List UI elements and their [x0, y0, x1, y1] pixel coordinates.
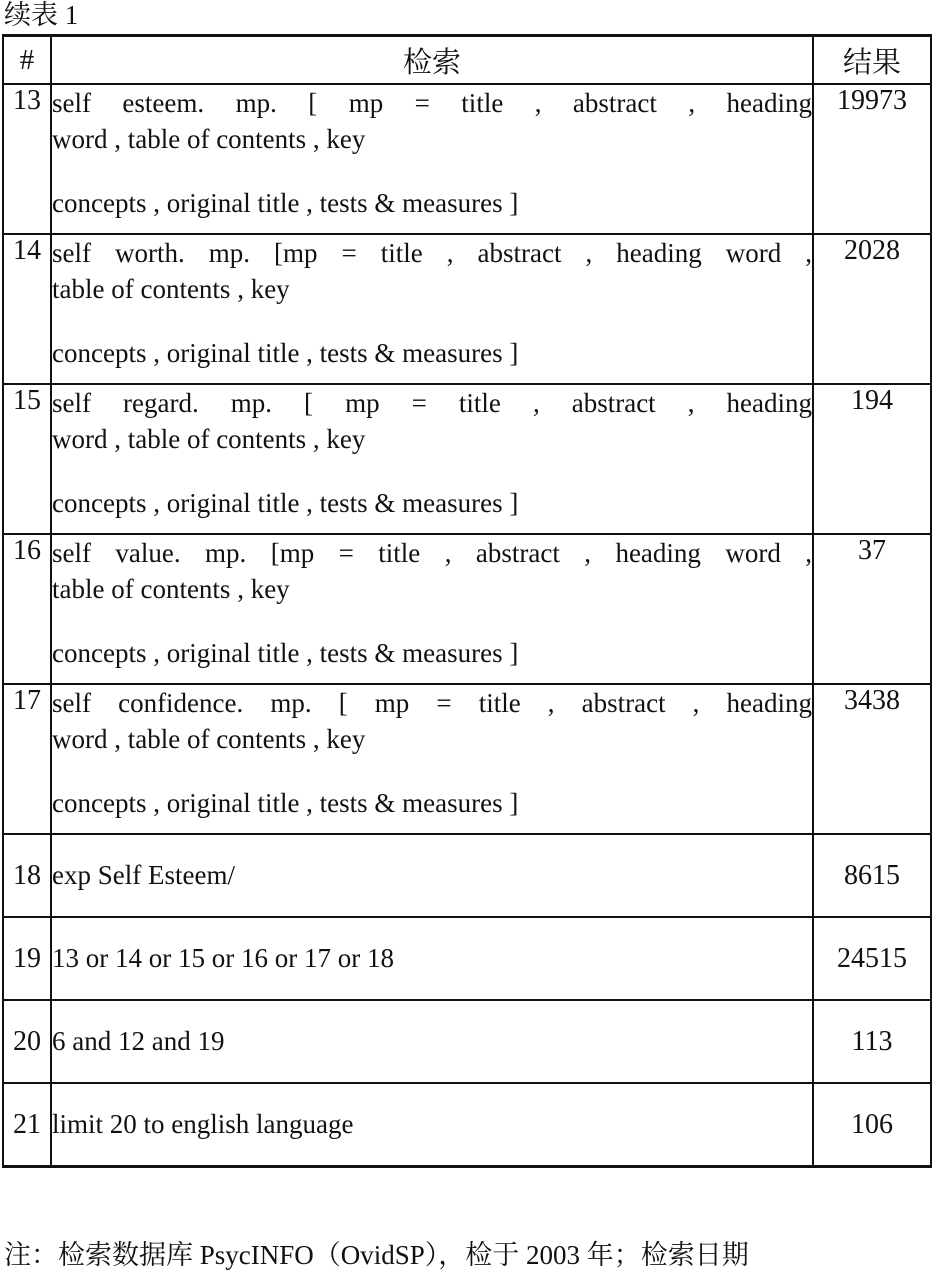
query-line: self regard. mp. [ mp = title , abstract , heading	[52, 388, 812, 418]
header-number: #	[3, 36, 51, 85]
row-result: 113	[813, 1000, 931, 1083]
row-query	[51, 684, 813, 834]
query-line: word , table of contents , key	[52, 424, 366, 454]
row-query: exp Self Esteem/	[51, 834, 813, 917]
query-line: self confidence. mp. [ mp = title , abstract , heading	[52, 688, 812, 718]
row-number: 19	[3, 917, 51, 1000]
row-result: 37	[813, 534, 931, 684]
row-result: 2028	[813, 234, 931, 384]
row-number: 16	[3, 534, 51, 684]
row-number: 21	[3, 1083, 51, 1167]
row-number: 14	[3, 234, 51, 384]
row-query	[51, 384, 813, 534]
row-result: 106	[813, 1083, 931, 1167]
row-result: 8615	[813, 834, 931, 917]
search-strategy-table	[2, 34, 932, 1168]
query-line: word , table of contents , key	[52, 724, 366, 754]
table-row	[3, 384, 931, 534]
row-number: 17	[3, 684, 51, 834]
row-query	[51, 234, 813, 384]
row-number: 13	[3, 84, 51, 234]
row-result: 24515	[813, 917, 931, 1000]
row-result: 19973	[813, 84, 931, 234]
row-query	[51, 84, 813, 234]
query-line: self value. mp. [mp = title , abstract , heading word ,	[52, 538, 812, 568]
query-line: concepts , original title , tests & measures ]	[52, 338, 519, 368]
table-row	[3, 684, 931, 834]
row-result: 3438	[813, 684, 931, 834]
query-line: word , table of contents , key	[52, 124, 366, 154]
query-line: table of contents , key	[52, 274, 290, 304]
table-row	[3, 84, 931, 234]
table-row	[3, 234, 931, 384]
table-header-row	[3, 36, 931, 85]
table-caption: 续表 1	[4, 0, 79, 30]
query-line: concepts , original title , tests & measures ]	[52, 188, 519, 218]
header-result: 结果	[813, 36, 931, 85]
row-query	[51, 534, 813, 684]
table-footnote: 注：检索数据库 PsycINFO（OvidSP），检于 2003 年；检索日期	[4, 1240, 749, 1270]
table-row	[3, 917, 931, 1000]
row-result: 194	[813, 384, 931, 534]
query-line: concepts , original title , tests & measures ]	[52, 638, 519, 668]
query-line: self esteem. mp. [ mp = title , abstract , heading	[52, 88, 812, 118]
row-query: limit 20 to english language	[51, 1083, 813, 1167]
table-row	[3, 534, 931, 684]
query-line: concepts , original title , tests & measures ]	[52, 488, 519, 518]
row-query: 6 and 12 and 19	[51, 1000, 813, 1083]
table-row	[3, 1000, 931, 1083]
row-query: 13 or 14 or 15 or 16 or 17 or 18	[51, 917, 813, 1000]
row-number: 20	[3, 1000, 51, 1083]
query-line: concepts , original title , tests & measures ]	[52, 788, 519, 818]
table-row	[3, 1083, 931, 1167]
query-line: self worth. mp. [mp = title , abstract , heading word ,	[52, 238, 812, 268]
row-number: 15	[3, 384, 51, 534]
row-number: 18	[3, 834, 51, 917]
table-row	[3, 834, 931, 917]
header-query: 检索	[51, 36, 813, 85]
query-line: table of contents , key	[52, 574, 290, 604]
